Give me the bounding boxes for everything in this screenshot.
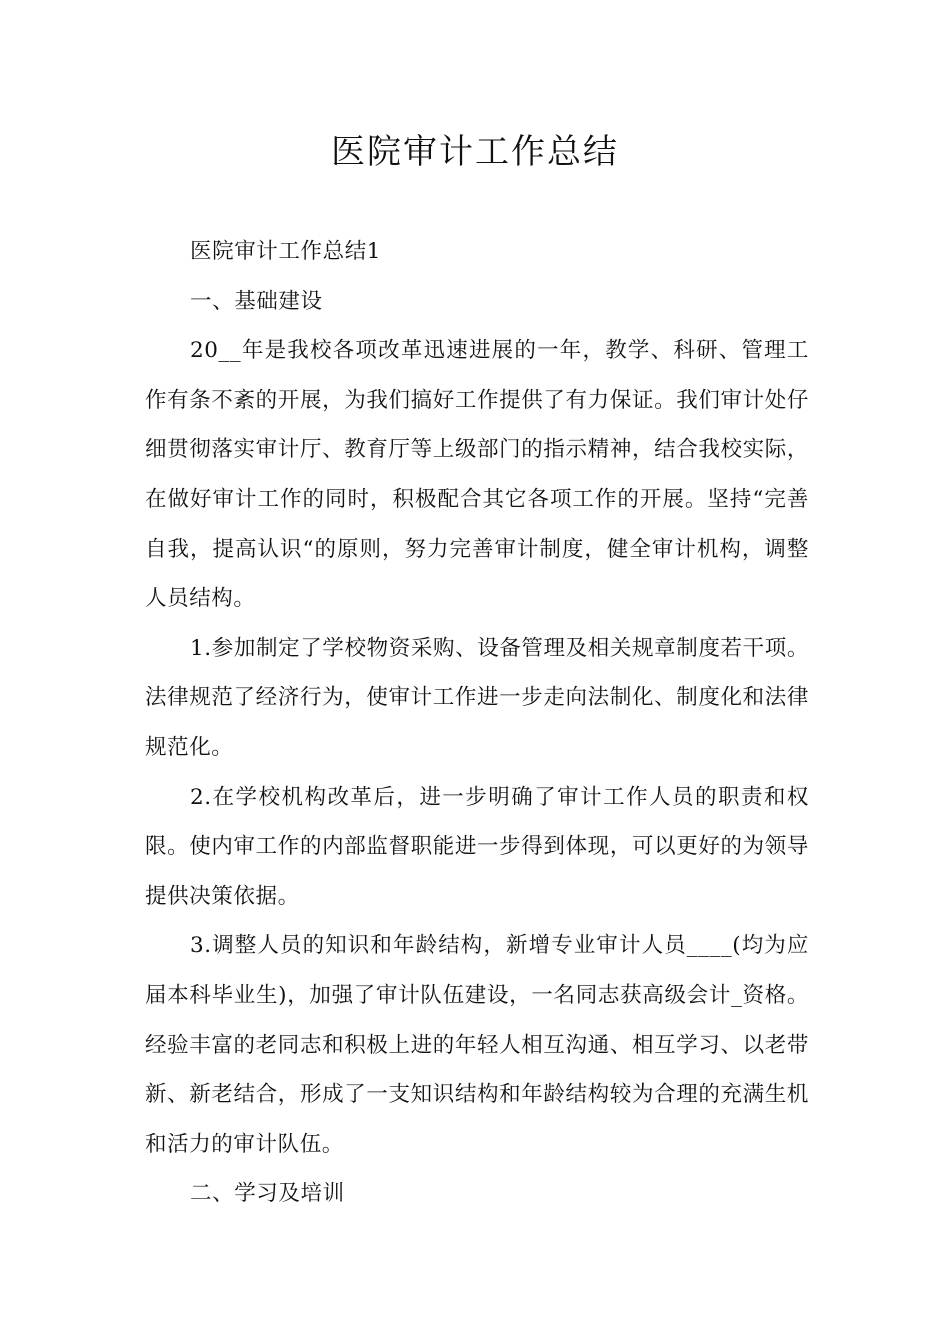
- paragraph-subtitle: 医院审计工作总结1: [190, 239, 382, 264]
- paragraph-item-3: 3.调整人员的知识和年龄结构，新增专业审计人员____(均为应届本科毕业生)，加强了审计队伍建设，一名同志获高级会计_资格。经验丰富的老同志和积极上进的年轻人相互沟通、相互学习、以老带新、新老结合，形成了一支知识结构和年龄结构较为合理的充满生机和活力的审计队伍。: [145, 933, 809, 1157]
- section-heading-1: 一、基础建设: [190, 288, 323, 314]
- document-body: [145, 227, 809, 1219]
- paragraph-item-2: 2.在学校机构改革后，进一步明确了审计工作人员的职责和权限。使内审工作的内部监督职能进一步得到体现，可以更好的为领导提供决策依据。: [145, 784, 809, 909]
- section-heading-2: 二、学习及培训: [190, 1181, 345, 1207]
- document-title: 医院审计工作总结: [331, 132, 619, 172]
- paragraph-intro: 20__年是我校各项改革迅速进展的一年，教学、科研、管理工作有条不紊的开展，为我们搞好工作提供了有力保证。我们审计处仔细贯彻落实审计厅、教育厅等上级部门的指示精神，结合我校实际，在做好审计工作的同时，积极配合其它各项工作的开展。坚持“完善自我，提高认识“的原则，努力完善审计制度，健全审计机构，调整人员结构。: [145, 338, 809, 612]
- paragraph-item-1: 1.参加制定了学校物资采购、设备管理及相关规章制度若干项。法律规范了经济行为，使审计工作进一步走向法制化、制度化和法律规范化。: [145, 635, 809, 760]
